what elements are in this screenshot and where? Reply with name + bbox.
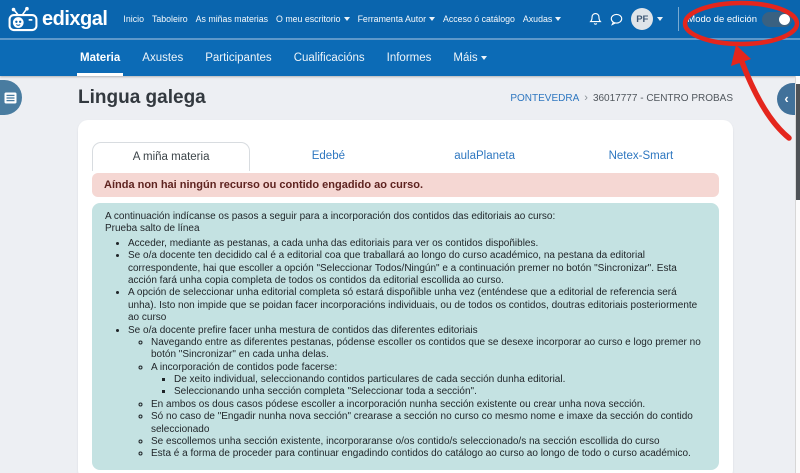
main-menu <box>123 14 561 24</box>
course-content-card <box>78 120 733 473</box>
list-item: ◦ En ambos os dous casos pódese escoller a incorporación nunha sección existente ou crear unha nova sección. <box>151 399 706 411</box>
alert-no-content: Aínda non hai ningún recurso ou contido engadido ao curso. <box>92 173 719 197</box>
tab-cualificacions[interactable]: Cualificacións <box>293 52 365 64</box>
menu-item-taboleiro[interactable]: Taboleiro <box>151 14 188 24</box>
page-title: Lingua galega <box>78 87 206 108</box>
messages-chat-icon[interactable] <box>610 13 623 26</box>
tab-edebe[interactable]: Edebé <box>311 150 345 162</box>
breadcrumb-category-link[interactable]: PONTEVEDRA <box>510 92 580 104</box>
chevron-down-icon <box>429 17 435 21</box>
instructions-list <box>105 238 706 461</box>
page-header <box>0 76 800 108</box>
user-avatar[interactable]: PF <box>631 8 653 30</box>
edit-mode-label: Modo de edición <box>687 13 757 25</box>
tab-materia[interactable]: Materia <box>77 40 123 76</box>
menu-item-escritorio-label: O meu escritorio <box>276 14 341 24</box>
menu-item-catalogo[interactable]: Acceso ó catálogo <box>443 14 515 24</box>
breadcrumb <box>510 92 733 104</box>
navbar-right <box>585 7 792 31</box>
tab-aulaplaneta[interactable]: aulaPlaneta <box>454 150 515 162</box>
menu-item-materias[interactable]: As miñas materias <box>195 14 269 24</box>
instructions-subsublist <box>151 374 706 399</box>
edixgal-logo-icon <box>8 6 38 32</box>
menu-item-axudas-label: Axudas <box>522 14 553 24</box>
chevron-down-icon <box>481 56 487 60</box>
chevron-down-icon <box>344 17 350 21</box>
list-item: ◦ Esta é a forma de proceder para continuar engadindo contidos do catálogo ao curso ao longo de todo o curso académico. <box>151 448 706 460</box>
instructions-sublist <box>128 337 706 461</box>
instructions-intro: A continuación indícanse os pasos a seguir para a incorporación dos contidos das editoriais ao curso: <box>105 211 556 222</box>
user-menu-chevron-icon[interactable] <box>657 17 663 21</box>
list-item: ▪ Seleccionando unha sección completa "Seleccionar toda a sección". <box>174 386 706 398</box>
breadcrumb-course: 36017777 - CENTRO PROBAS <box>592 92 733 104</box>
list-item: • A opción de seleccionar unha editorial completa só estará dispoñible unha vez (enténdese que a editorial de referencia será unha). Isto non impide que se poidan facer incorporacións individuais, ou de todos os contidos, doutras editoriais posteriormente ao curso <box>128 287 706 324</box>
menu-item-ferramenta-autor[interactable] <box>358 14 435 24</box>
list-item: • Acceder, mediante as pestanas, a cada unha das editoriais para ver os contidos dispoñibles. <box>128 238 706 250</box>
menu-item-inicio[interactable]: Inicio <box>123 14 144 24</box>
notifications-bell-icon[interactable] <box>589 12 602 26</box>
page-content <box>0 76 800 473</box>
navbar-divider <box>678 7 679 31</box>
list-item: ◦ Só no caso de "Engadir nunha nova sección" crearase a sección no curso co mesmo nome e imaxe da sección do contido seleccionado <box>151 411 706 436</box>
course-index-icon <box>4 92 17 104</box>
tab-participantes[interactable]: Participantes <box>205 52 272 64</box>
list-item-text: Se o/a docente prefire facer unha mestura de contidos das diferentes editoriais <box>128 324 478 336</box>
top-navbar <box>0 0 800 38</box>
brand-name: edixgal <box>42 7 108 30</box>
course-navbar <box>0 38 800 76</box>
brand-logo[interactable] <box>8 6 107 32</box>
list-item <box>151 362 706 399</box>
tab-axustes[interactable]: Axustes <box>142 52 184 64</box>
list-item: ◦ Navegando entre as diferentes pestanas, pódense escoller os contidos que se desexe incorporar ao curso e logo premer no botón "Sincronizar" en cada unha delas. <box>151 337 706 362</box>
open-blocks-drawer-button[interactable]: ‹ <box>777 83 796 115</box>
instructions-note: Prueba salto de línea <box>105 223 200 235</box>
edit-mode-toggle[interactable] <box>762 12 792 27</box>
list-item: ◦ Se escollemos unha sección existente, incorporaranse o/os contido/s seleccionado/s na sección escollida do curso <box>151 436 706 448</box>
instructions-box <box>92 203 719 470</box>
page-scrollbar <box>795 76 800 473</box>
tab-mais-label: Máis <box>453 52 478 64</box>
tab-mais[interactable] <box>450 40 489 76</box>
tab-netex-smart[interactable]: Netex-Smart <box>608 150 674 162</box>
editorial-tabs <box>92 142 719 171</box>
list-item: • Se o/a docente ten decidido cal é a editorial coa que traballará ao longo do curso académico, na pestana da editorial correspondente, hai que escoller a opción "Seleccionar Todos/Ningún" e a continuación premer no botón "Sincronizar". Esta acción fará unha copia completa de todos os contidos da editorial escollida ao curso. <box>128 250 706 287</box>
toggle-knob <box>779 14 790 25</box>
list-item: ▪ De xeito individual, seleccionando contidos particulares de cada sección dunha editorial. <box>174 374 706 386</box>
scrollbar-thumb[interactable] <box>796 84 800 200</box>
breadcrumb-separator: › <box>584 92 588 104</box>
tab-informes[interactable]: Informes <box>386 52 432 64</box>
list-item <box>128 325 706 461</box>
menu-item-axudas[interactable] <box>523 14 561 24</box>
menu-item-ferramenta-autor-label: Ferramenta Autor <box>357 14 427 24</box>
tab-a-mina-materia[interactable]: A miña materia <box>92 142 250 171</box>
menu-item-escritorio[interactable] <box>276 14 350 24</box>
list-item-text: A incorporación de contidos pode facerse: <box>151 361 338 373</box>
chevron-down-icon <box>555 17 561 21</box>
